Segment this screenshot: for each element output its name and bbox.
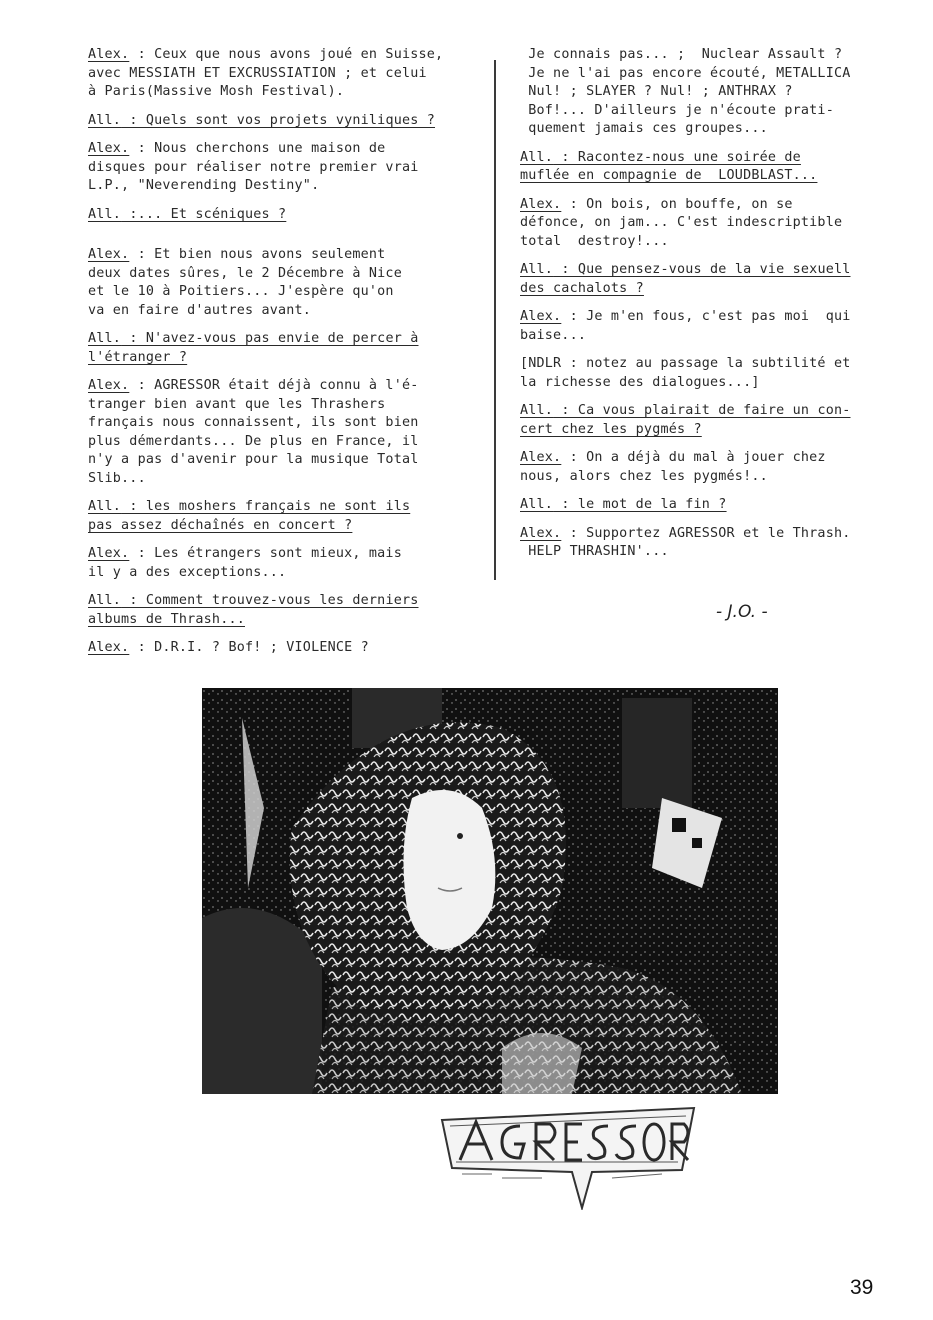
- interview-answer: [520, 46, 900, 139]
- interview-question: [520, 261, 900, 298]
- dialogue-text: : On bois, on bouffe, on se défonce, on jam... C'est indescriptible total destroy!...: [520, 196, 843, 249]
- speaker-label: All.: [88, 331, 122, 346]
- interview-answer: [88, 140, 488, 196]
- speaker-label: All.: [88, 499, 122, 514]
- dialogue-text: : AGRESSOR était déjà connu à l'é- tranger bien avant que les Thrashers français nous connaissent, ils sont bien plus démerdants... De plus en France, il n'y a pas d'avenir pour la musique Total Slib...: [88, 378, 419, 486]
- interview-answer: [520, 308, 900, 345]
- band-photo: [202, 688, 778, 1094]
- speaker-label: Alex.: [520, 525, 562, 541]
- column-divider: [494, 60, 496, 580]
- dialogue-text: :... Et scéniques ?: [121, 206, 287, 222]
- speaker-label: Alex.: [88, 546, 130, 561]
- interview-answer: [520, 449, 900, 486]
- dialogue-text: : Les étrangers sont mieux, mais il y a des exceptions...: [88, 546, 402, 580]
- interview-question: [520, 402, 900, 439]
- dialogue-text: : les moshers français ne sont ils pas assez déchaînés en concert ?: [88, 499, 411, 533]
- speaker-label: Alex.: [88, 640, 130, 655]
- interview-question: [88, 330, 488, 367]
- interview-answer: [88, 377, 488, 488]
- agressor-logo: [432, 1090, 704, 1210]
- speaker-label: Alex.: [520, 450, 562, 465]
- dialogue-text: : Je m'en fous, c'est pas moi qui baise...: [520, 309, 851, 343]
- interview-answer: [88, 246, 488, 320]
- interview-right-column: [520, 46, 900, 572]
- speaker-label: All.: [88, 206, 122, 222]
- dialogue-text: : Ca vous plairait de faire un con- cert chez les pygmés ?: [520, 403, 851, 437]
- dialogue-text: : Et bien nous avons seulement deux dates sûres, le 2 Décembre à Nice et le 10 à Poitiers... J'espère qu'on va en faire d'autres avant.: [88, 247, 402, 318]
- speaker-label: Alex.: [88, 47, 130, 62]
- interview-answer: [520, 355, 900, 392]
- speaker-label: All.: [88, 112, 122, 128]
- speaker-label: All.: [520, 403, 554, 418]
- interview-answer: [88, 545, 488, 582]
- photo-illustration: [202, 688, 778, 1094]
- interview-question: [88, 206, 488, 225]
- speaker-label: All.: [520, 262, 554, 277]
- dialogue-text: : Quels sont vos projets vyniliques ?: [121, 112, 436, 128]
- interview-answer: [520, 196, 900, 252]
- interview-left-column: [88, 46, 488, 668]
- dialogue-text: : On a déjà du mal à jouer chez nous, alors chez les pygmés!..: [520, 450, 826, 484]
- speaker-label: Alex.: [520, 309, 562, 324]
- dialogue-text: : D.R.I. ? Bof! ; VIOLENCE ?: [129, 640, 369, 655]
- author-signature: - J.O. -: [716, 602, 768, 622]
- speaker-label: All.: [520, 497, 554, 512]
- dialogue-text: : le mot de la fin ?: [553, 497, 727, 512]
- dialogue-text: [NDLR : notez au passage la subtilité et la richesse des dialogues...]: [520, 356, 851, 390]
- logo-artwork: [432, 1090, 704, 1210]
- interview-question: [520, 149, 900, 186]
- dialogue-text: : N'avez-vous pas envie de percer à l'étranger ?: [88, 331, 419, 365]
- interview-question: [88, 592, 488, 629]
- dialogue-text: : Ceux que nous avons joué en Suisse, avec MESSIATH ET EXCRUSSIATION ; et celui à Paris(Massive Mosh Festival).: [88, 47, 444, 99]
- dialogue-text: : Comment trouvez-vous les derniers albums de Thrash...: [88, 593, 419, 627]
- speaker-label: Alex.: [520, 196, 562, 212]
- speaker-label: Alex.: [88, 247, 130, 262]
- speaker-label: Alex.: [88, 141, 130, 156]
- interview-question: [88, 112, 488, 131]
- dialogue-text: : Que pensez-vous de la vie sexuell des cachalots ?: [520, 262, 851, 296]
- dialogue-text: : Nous cherchons une maison de disques pour réaliser notre premier vrai L.P., "Neverending Destiny".: [88, 141, 419, 193]
- dialogue-text: : Racontez-nous une soirée de muflée en compagnie de LOUDBLAST...: [520, 149, 818, 183]
- interview-answer: [520, 525, 900, 562]
- speaker-label: All.: [520, 149, 554, 165]
- speaker-label: All.: [88, 593, 122, 608]
- interview-question: [520, 496, 900, 515]
- dialogue-text: : Supportez AGRESSOR et le Thrash. HELP THRASHIN'...: [528, 525, 851, 559]
- interview-answer: [88, 46, 488, 102]
- dialogue-text: Je connais pas... ; Nuclear Assault ? Je ne l'ai pas encore écouté, METALLICA Nul! ; SLAYER ? Nul! ; ANTHRAX ? Bof!... D'ailleurs je n'écoute prati- quement jamais ces groupes...: [528, 47, 851, 136]
- interview-answer: [88, 639, 488, 658]
- speaker-label: Alex.: [88, 378, 130, 393]
- interview-question: [88, 498, 488, 535]
- page-number: 39: [850, 1276, 874, 1299]
